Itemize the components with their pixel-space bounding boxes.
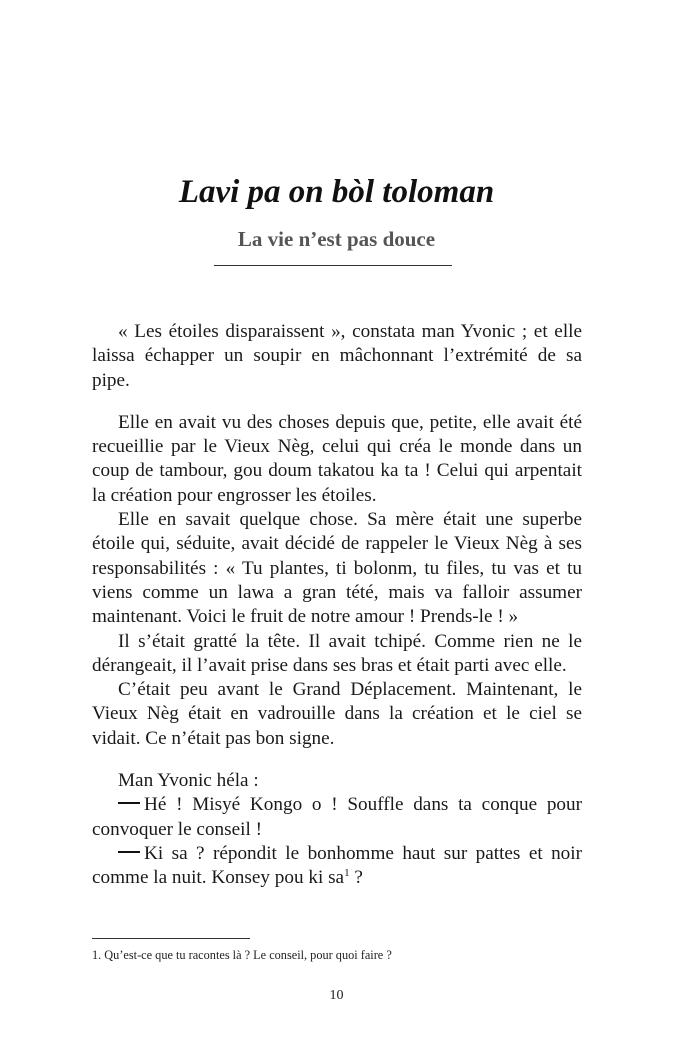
- footnote-divider: [92, 938, 250, 939]
- dialogue-dash: [118, 802, 140, 804]
- dialogue-text: Ki sa ? répondit le bonhomme haut sur pattes et noir comme la nuit. Konsey pou ki sa: [92, 842, 582, 889]
- paragraph: Elle en savait quelque chose. Sa mère était une superbe étoile qui, séduite, avait décidé de rappeler le Vieux Nèg à ses responsabilités : « Tu plantes, ti bolonm, tu files, tu vas et tu viens comme un lawa a gran tété, mais va falloir assumer maintenant. Voici le fruit de notre amour ! Prends-le ! »: [92, 509, 582, 628]
- paragraph: C’était peu avant le Grand Déplacement. Maintenant, le Vieux Nèg était en vadrouille dans la création et le ciel se vidait. Ce n’était pas bon signe.: [92, 679, 582, 749]
- dialogue-text: Hé ! Misyé Kongo o ! Souffle dans ta conque pour convoquer le conseil !: [92, 794, 582, 840]
- dialogue-text-end: ?: [349, 867, 363, 889]
- title-divider: [214, 265, 452, 266]
- paragraph: « Les étoiles disparaissent », constata man Yvonic ; et elle laissa échapper un soupir en mâchonnant l’extrémité de sa pipe.: [92, 321, 582, 391]
- dialogue-line: [92, 842, 582, 891]
- dialogue-dash: [118, 851, 140, 853]
- footnote-reference: 1: [344, 867, 350, 880]
- footnote: 1. Qu’est-ce que tu racontes là ? Le conseil, pour quoi faire ?: [92, 948, 392, 962]
- chapter-subtitle: La vie n’est pas douce: [237, 227, 436, 251]
- paragraph: Man Yvonic héla :: [118, 770, 259, 792]
- paragraph: Il s’était gratté la tête. Il avait tchipé. Comme rien ne le dérangeait, il l’avait prise dans ses bras et était parti avec elle.: [92, 630, 582, 676]
- page-number: 10: [329, 988, 344, 1003]
- body-text: [92, 320, 582, 891]
- paragraph: Elle en avait vu des choses depuis que, petite, elle avait été recueillie par le Vieux Nèg, celui qui créa le monde dans un coup de tambour, gou doum takatou ka ta ! Celui qui arpentait la création pour engrosser les étoiles.: [92, 411, 582, 506]
- chapter-title: Lavi pa on bòl toloman: [178, 174, 495, 210]
- dialogue-line: [92, 793, 582, 842]
